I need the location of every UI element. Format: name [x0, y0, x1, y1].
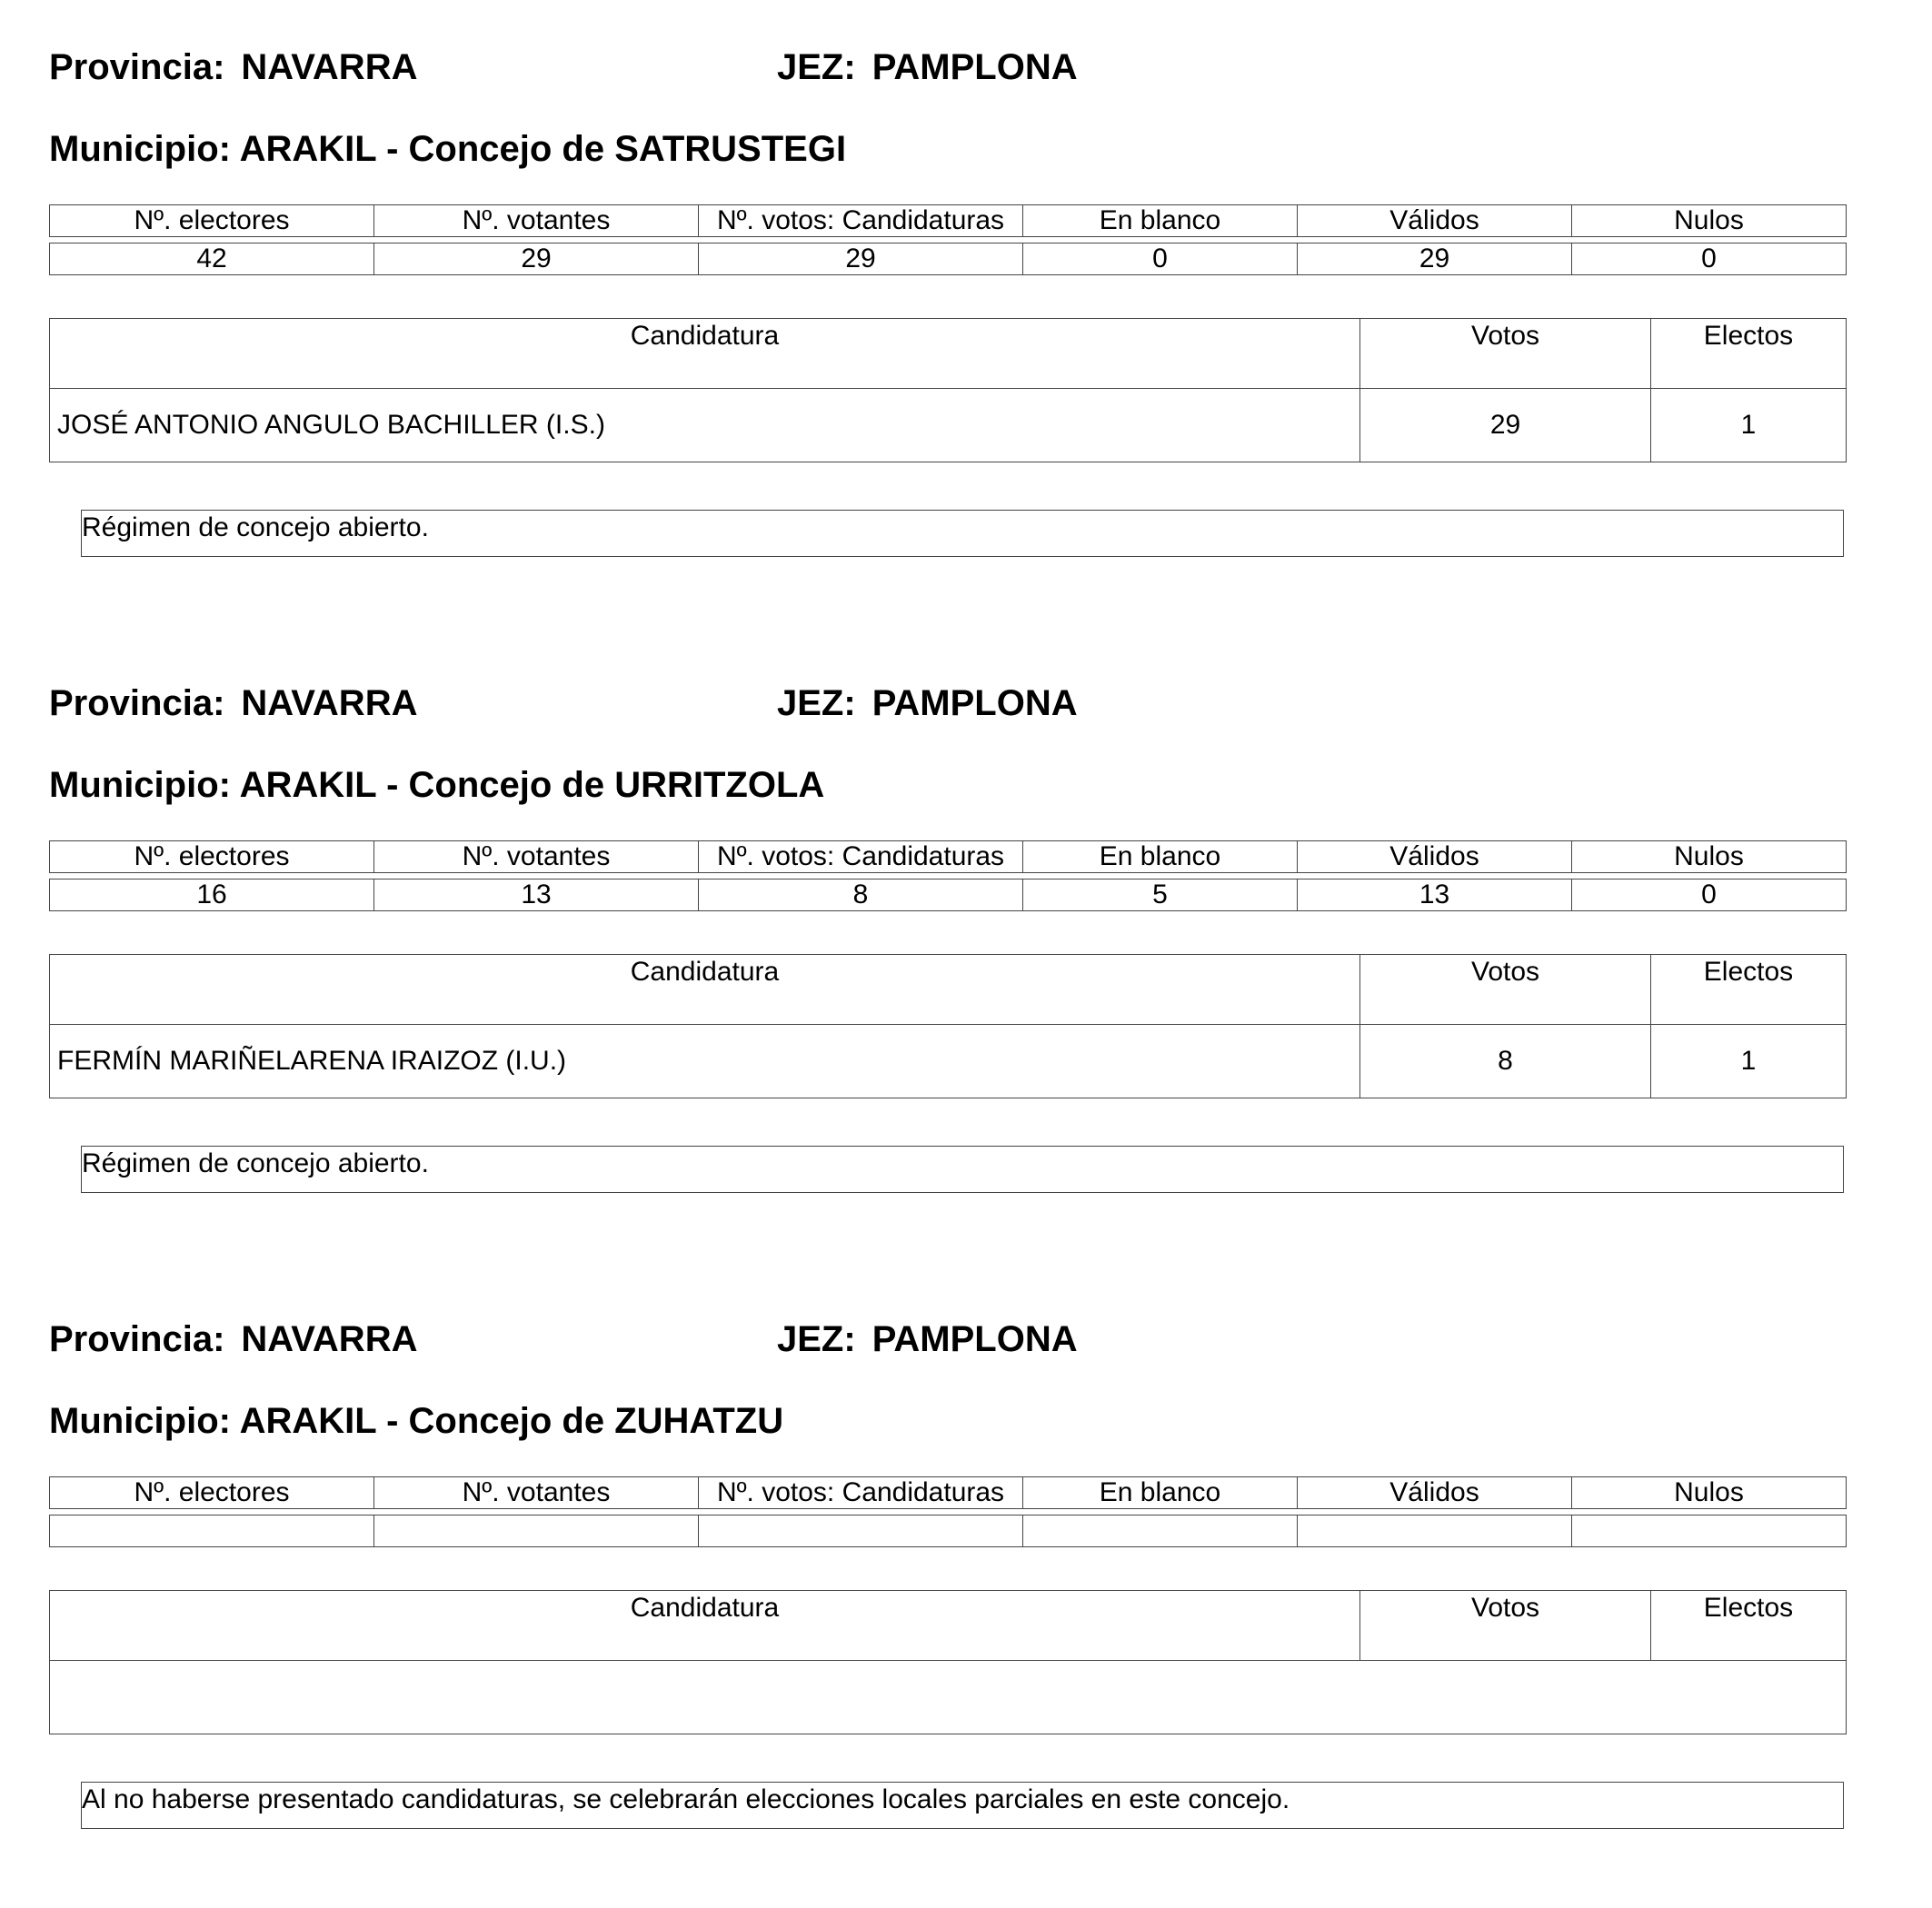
candidate-row — [50, 389, 1847, 462]
header-en-blanco: En blanco — [1023, 1477, 1298, 1509]
value-nulos: 0 — [1572, 879, 1847, 911]
value-electores — [50, 1515, 374, 1547]
provincia-label: Provincia: — [49, 1319, 225, 1359]
value-nulos: 0 — [1572, 243, 1847, 275]
value-electores: 16 — [50, 879, 374, 911]
stats-header-table — [49, 204, 1847, 237]
provincia-value: NAVARRA — [241, 683, 418, 723]
header-electores: Nº. electores — [50, 841, 374, 873]
candidate-name — [50, 1661, 1847, 1734]
provincia-heading — [49, 45, 417, 89]
municipio-label: Municipio: — [49, 765, 231, 805]
provincia-heading — [49, 681, 417, 725]
candidate-votos: 29 — [1360, 389, 1651, 462]
municipio-heading — [49, 127, 846, 171]
header-votos-candidaturas: Nº. votos: Candidaturas — [699, 841, 1023, 873]
header-en-blanco: En blanco — [1023, 841, 1298, 873]
header-votantes: Nº. votantes — [374, 841, 699, 873]
header-electores: Nº. electores — [50, 205, 374, 237]
header-nulos: Nulos — [1572, 205, 1847, 237]
value-nulos — [1572, 1515, 1847, 1547]
header-electos: Electos — [1651, 319, 1847, 389]
value-votos-candidaturas: 8 — [699, 879, 1023, 911]
provincia-value: NAVARRA — [241, 47, 418, 87]
value-en-blanco: 5 — [1023, 879, 1298, 911]
stats-values-row — [50, 243, 1847, 275]
candidate-row-empty — [50, 1661, 1847, 1734]
value-votantes — [374, 1515, 699, 1547]
municipio-value: ARAKIL - Concejo de SATRUSTEGI — [239, 129, 847, 169]
jez-heading — [777, 1317, 1078, 1361]
concejo-section-satrustegi — [0, 0, 1932, 636]
concejo-note: Régimen de concejo abierto. — [81, 510, 1844, 557]
stats-values-table — [49, 243, 1847, 275]
municipio-value: ARAKIL - Concejo de ZUHATZU — [239, 1401, 784, 1441]
candidate-row — [50, 1025, 1847, 1098]
value-electores: 42 — [50, 243, 374, 275]
header-nulos: Nulos — [1572, 1477, 1847, 1509]
candidate-table — [49, 318, 1847, 462]
value-validos — [1298, 1515, 1572, 1547]
value-en-blanco: 0 — [1023, 243, 1298, 275]
stats-header-table — [49, 1476, 1847, 1509]
header-electos: Electos — [1651, 1591, 1847, 1661]
value-votantes: 13 — [374, 879, 699, 911]
provincia-heading — [49, 1317, 417, 1361]
value-validos: 29 — [1298, 243, 1572, 275]
header-validos: Válidos — [1298, 841, 1572, 873]
header-votos-candidaturas: Nº. votos: Candidaturas — [699, 205, 1023, 237]
candidate-name: FERMÍN MARIÑELARENA IRAIZOZ (I.U.) — [50, 1025, 1360, 1098]
value-votantes: 29 — [374, 243, 699, 275]
header-votantes: Nº. votantes — [374, 205, 699, 237]
header-validos: Válidos — [1298, 1477, 1572, 1509]
stats-values-row — [50, 1515, 1847, 1547]
header-candidatura: Candidatura — [50, 955, 1360, 1025]
candidate-table — [49, 1590, 1847, 1734]
jez-value: PAMPLONA — [871, 1319, 1078, 1359]
header-votos: Votos — [1360, 1591, 1651, 1661]
candidate-header-row — [50, 319, 1847, 389]
jez-value: PAMPLONA — [871, 47, 1078, 87]
concejo-section-urritzola — [0, 636, 1932, 1272]
jez-heading — [777, 45, 1078, 89]
concejo-note: Régimen de concejo abierto. — [81, 1146, 1844, 1193]
provincia-label: Provincia: — [49, 683, 225, 723]
stats-header-row — [50, 1477, 1847, 1509]
municipio-heading — [49, 1399, 783, 1443]
header-votos: Votos — [1360, 319, 1651, 389]
candidate-electos: 1 — [1651, 389, 1847, 462]
value-en-blanco — [1023, 1515, 1298, 1547]
header-nulos: Nulos — [1572, 841, 1847, 873]
header-votos-candidaturas: Nº. votos: Candidaturas — [699, 1477, 1023, 1509]
candidate-header-row — [50, 955, 1847, 1025]
header-candidatura: Candidatura — [50, 1591, 1360, 1661]
stats-values-table — [49, 1515, 1847, 1547]
stats-header-row — [50, 841, 1847, 873]
concejo-note: Al no haberse presentado candidaturas, se celebrarán elecciones locales parciales en este concejo. — [81, 1782, 1844, 1829]
municipio-heading — [49, 763, 824, 807]
header-votantes: Nº. votantes — [374, 1477, 699, 1509]
jez-value: PAMPLONA — [871, 683, 1078, 723]
municipio-value: ARAKIL - Concejo de URRITZOLA — [239, 765, 825, 805]
header-candidatura: Candidatura — [50, 319, 1360, 389]
candidate-votos: 8 — [1360, 1025, 1651, 1098]
stats-values-table — [49, 879, 1847, 911]
value-votos-candidaturas: 29 — [699, 243, 1023, 275]
provincia-label: Provincia: — [49, 47, 225, 87]
concejo-section-zuhatzu — [0, 1272, 1932, 1908]
jez-label: JEZ: — [777, 683, 856, 723]
candidate-name: JOSÉ ANTONIO ANGULO BACHILLER (I.S.) — [50, 389, 1360, 462]
municipio-label: Municipio: — [49, 1401, 231, 1441]
jez-label: JEZ: — [777, 1319, 856, 1359]
jez-label: JEZ: — [777, 47, 856, 87]
provincia-value: NAVARRA — [241, 1319, 418, 1359]
candidate-table — [49, 954, 1847, 1098]
header-en-blanco: En blanco — [1023, 205, 1298, 237]
header-electos: Electos — [1651, 955, 1847, 1025]
candidate-header-row — [50, 1591, 1847, 1661]
value-validos: 13 — [1298, 879, 1572, 911]
stats-values-row — [50, 879, 1847, 911]
value-votos-candidaturas — [699, 1515, 1023, 1547]
stats-header-row — [50, 205, 1847, 237]
candidate-electos: 1 — [1651, 1025, 1847, 1098]
header-votos: Votos — [1360, 955, 1651, 1025]
municipio-label: Municipio: — [49, 129, 231, 169]
header-electores: Nº. electores — [50, 1477, 374, 1509]
stats-header-table — [49, 840, 1847, 873]
header-validos: Válidos — [1298, 205, 1572, 237]
jez-heading — [777, 681, 1078, 725]
